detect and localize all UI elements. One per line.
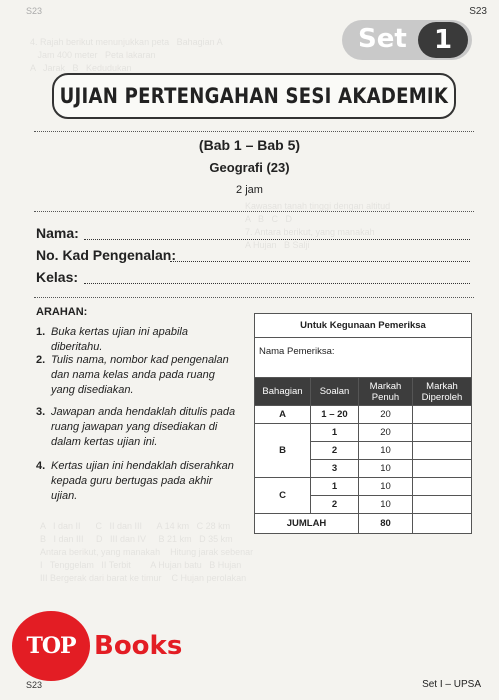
page-number-top-left: S23 bbox=[26, 6, 43, 16]
column-header: Markah Diperoleh bbox=[413, 378, 472, 406]
set-label: Set bbox=[358, 24, 407, 54]
chapters-range: (Bab 1 – Bab 5) bbox=[198, 137, 301, 153]
question-cell: 2 bbox=[311, 496, 359, 514]
column-header: Markah Penuh bbox=[359, 378, 413, 406]
bleed-through-text: A I dan II C II dan III A 14 km C 28 km B I dan III D III dan IV B 21 km D 35 km Antara berikut, yang manakah Hitung jarak sebenar I Tenggelam II Terbit A Hujan batu B Hujan III Bergerak dari barat ke timur C Hujan perolakan bbox=[40, 521, 254, 583]
examiner-name-field[interactable]: Nama Pemeriksa: bbox=[255, 338, 472, 378]
section-cell: C bbox=[255, 478, 311, 514]
instruction-item bbox=[36, 325, 240, 355]
section-cell: A bbox=[255, 406, 311, 424]
bleed-through-text: 4. Rajah berikut menunjukkan peta Bahagian A Jam 400 meter Peta lakaran A Jarak B Kedudukan bbox=[30, 37, 223, 73]
divider-top bbox=[34, 131, 474, 132]
instruction-number: 1. bbox=[36, 326, 46, 338]
instruction-item bbox=[36, 353, 240, 398]
instruction-number: 4. bbox=[36, 460, 46, 472]
instruction-text: Buka kertas ujian ini apabila diberitahu. bbox=[51, 326, 188, 353]
exam-duration: 2 jam bbox=[236, 184, 263, 196]
instructions-title: ARAHAN: bbox=[36, 306, 88, 318]
subject-title: Geografi (23) bbox=[209, 160, 290, 175]
full-marks-cell: 20 bbox=[359, 406, 413, 424]
section-cell: B bbox=[255, 424, 311, 478]
question-cell: 2 bbox=[311, 442, 359, 460]
table-row bbox=[255, 478, 472, 496]
examiner-table bbox=[254, 313, 472, 534]
logo-circle bbox=[12, 611, 90, 681]
page-number-top: S23 bbox=[469, 6, 487, 17]
total-obtained-cell[interactable] bbox=[413, 514, 472, 534]
instruction-text: Tulis nama, nombor kad pengenalan dan nama kelas anda pada ruang yang disediakan. bbox=[51, 354, 229, 396]
name-field-line[interactable] bbox=[84, 239, 470, 240]
obtained-marks-cell[interactable] bbox=[413, 424, 472, 442]
exam-title: UJIAN PERTENGAHAN SESI AKADEMIK bbox=[59, 84, 449, 108]
obtained-marks-cell[interactable] bbox=[413, 460, 472, 478]
obtained-marks-cell[interactable] bbox=[413, 406, 472, 424]
topbooks-logo bbox=[12, 611, 212, 681]
instruction-item bbox=[36, 459, 240, 504]
full-marks-cell: 10 bbox=[359, 496, 413, 514]
full-marks-cell: 20 bbox=[359, 424, 413, 442]
exam-title-box bbox=[52, 73, 456, 119]
logo-top-text: TOP bbox=[26, 633, 76, 659]
question-cell: 1 – 20 bbox=[311, 406, 359, 424]
logo-books-text: Books bbox=[94, 631, 183, 661]
divider-bottom bbox=[34, 297, 474, 298]
total-row bbox=[255, 514, 472, 534]
instruction-number: 3. bbox=[36, 406, 46, 418]
footer-page-number: S23 bbox=[26, 680, 43, 690]
full-marks-cell: 10 bbox=[359, 460, 413, 478]
set-badge bbox=[342, 20, 472, 60]
question-cell: 1 bbox=[311, 424, 359, 442]
examiner-table-heading: Untuk Kegunaan Pemeriksa bbox=[255, 314, 472, 338]
full-marks-cell: 10 bbox=[359, 478, 413, 496]
class-field-line[interactable] bbox=[84, 283, 470, 284]
total-label: JUMLAH bbox=[255, 514, 359, 534]
footer-set-label: Set I – UPSA bbox=[422, 679, 481, 690]
bleed-through-text: Kawasan tanah tinggi dengan altitud A B C D 7. Antara berikut, yang manakah A Hujan B Salji bbox=[245, 201, 391, 250]
class-field-label: Kelas: bbox=[36, 269, 79, 285]
obtained-marks-cell[interactable] bbox=[413, 478, 472, 496]
column-header: Soalan bbox=[311, 378, 359, 406]
divider-middle bbox=[34, 211, 474, 212]
total-value: 80 bbox=[359, 514, 413, 534]
column-header: Bahagian bbox=[255, 378, 311, 406]
full-marks-cell: 10 bbox=[359, 442, 413, 460]
question-cell: 1 bbox=[311, 478, 359, 496]
name-field-label: Nama: bbox=[36, 225, 79, 241]
ic-field-line[interactable] bbox=[170, 261, 470, 262]
question-cell: 3 bbox=[311, 460, 359, 478]
obtained-marks-cell[interactable] bbox=[413, 442, 472, 460]
table-row bbox=[255, 424, 472, 442]
set-number: 1 bbox=[418, 22, 468, 58]
table-row bbox=[255, 406, 472, 424]
instruction-text: Jawapan anda hendaklah ditulis pada ruang jawapan yang disediakan di dalam kertas ujian ini. bbox=[51, 406, 236, 448]
ic-field-label: No. Kad Pengenalan: bbox=[36, 247, 177, 263]
obtained-marks-cell[interactable] bbox=[413, 496, 472, 514]
instruction-number: 2. bbox=[36, 354, 46, 366]
instruction-item bbox=[36, 405, 240, 450]
instruction-text: Kertas ujian ini hendaklah diserahkan kepada guru bertugas pada akhir ujian. bbox=[51, 460, 234, 502]
